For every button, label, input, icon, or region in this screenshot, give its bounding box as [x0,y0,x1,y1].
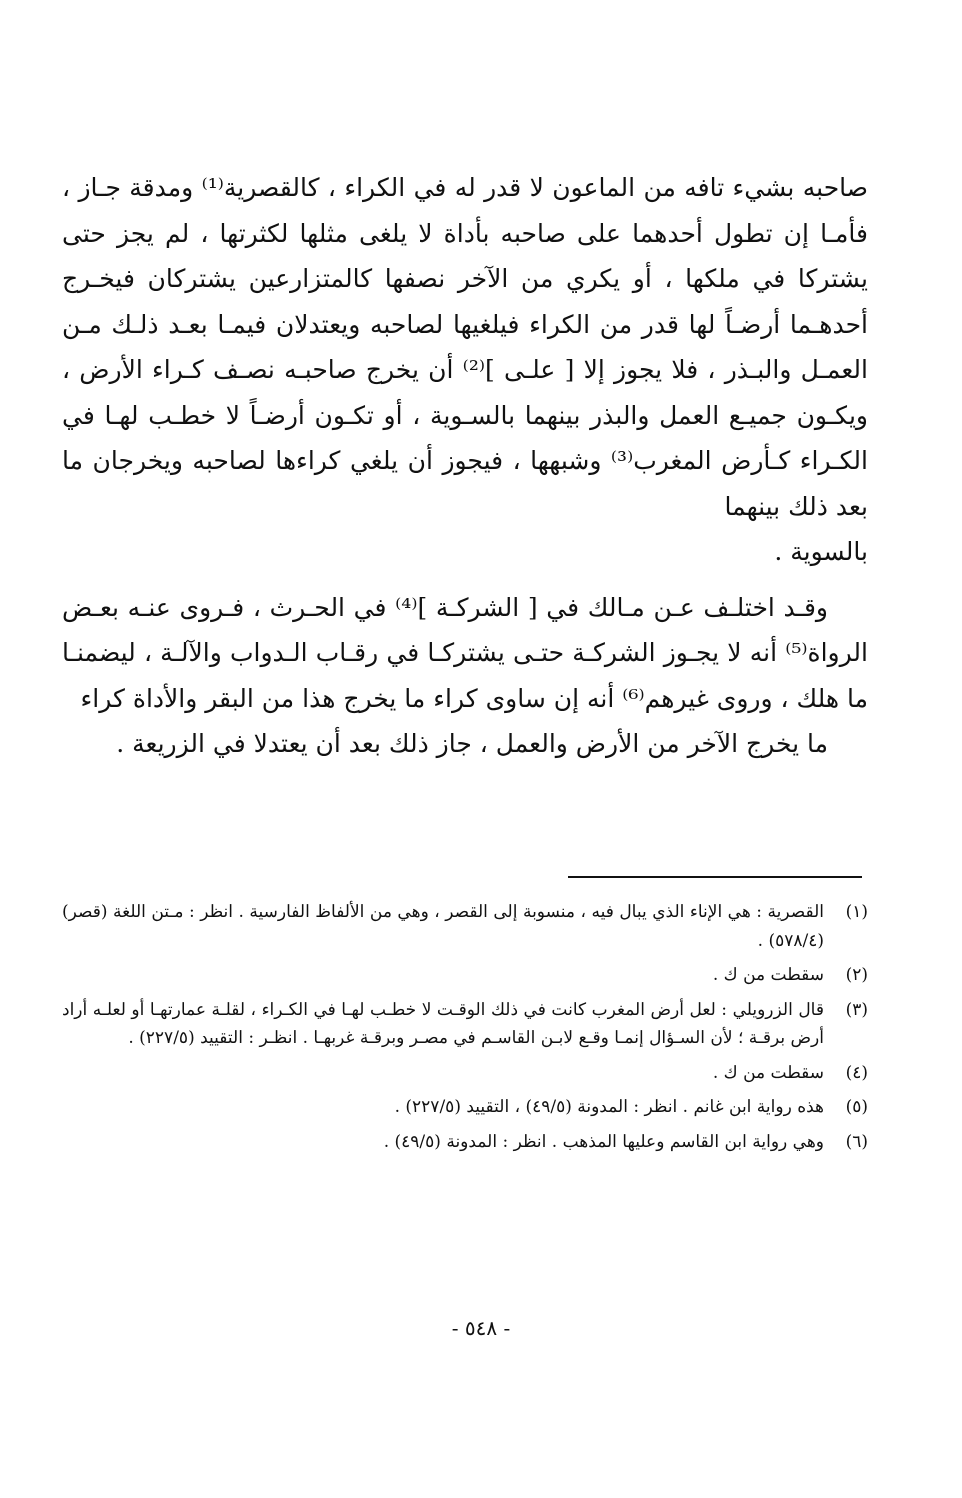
footnote-4 [62,1059,868,1088]
paragraph-1-body: صاحبه بشيء تافه من الماعون لا قدر له في الكراء ، كالقصرية⁽¹⁾ ومدقة جـاز ، فأمـا إن تطول أحدهما على صاحبه بأداة لا يلغى مثلها لكثرتها ، لم يجز حتى يشتركا في ملكها ، أو يكري من الآخر نصفها كالمتزارعين يشتركان فيخـرج أحدهـما أرضـاً لها قدر من الكراء فيلغيها لصاحبه ويعتدلان فيمـا بعـد ذلـك مـن العمـل والبـذر ، فلا يجوز إلا [ علـى ]⁽²⁾ أن يخرج صاحبـه نصـف كـراء الأرض ، ويكـون جميـع العمل والبذر بينهما بالسـوية ، أو تكـون أرضـاً لا خطـب لهـا في الكـراء كـأرض المغرب⁽³⁾ وشبهها ، فيجوز أن يلغي كراءها لصاحبه ويخرجان ما بعد ذلك بينهما [62,173,868,521]
footnote-text: قال الزرويلي : لعل أرض المغرب كانت في ذلك الوقـت لا خطـب لهـا في الكـراء ، لقلـة عمارتهـا أو لعلـه أراد أرض برقـة ؛ لأن السـؤال إنمـا وقـع لابـن القاسـم في مصـر وبرقـة غربهـا . انظـر : التقييد (٢٢٧/٥) . [62,999,824,1048]
footnote-text: القصرية : هي الإناء الذي يبال فيه ، منسوبة إلى القصر ، وهي من الألفاظ الفارسية . انظر : مـتن اللغة (قصر) (٥٧٨/٤) . [62,902,824,951]
footnote-text: سقطت من ك . [712,1062,824,1083]
paragraph-2-body: وقـد اختلـف عـن مـالك في [ الشركـة ]⁽⁴⁾ في الحـرث ، فـروى عنـه بعـض الرواة⁽⁵⁾ أنه لا يجـوز الشركـة حتـى يشتركـا في رقـاب الـدواب والآلـة ، ليضمنـا ما هلك ، وروى غيرهم⁽⁶⁾ أنه إن ساوى كراء ما يخرج هذا من البقر والأداة كراء [62,592,868,713]
footnote-number: (٢) [845,965,868,985]
paragraph-1 [62,165,868,575]
footnote-text: سقطت من ك . [712,965,824,985]
main-text [62,165,868,767]
footnote-5 [62,1093,868,1122]
paragraph-1-last-line: بالسوية . [774,537,868,566]
footnote-number: (٥) [845,1097,868,1117]
footnote-number: (٦) [845,1131,868,1152]
paragraph-2-last-line: ما يخرج الآخر من الأرض والعمل ، جاز ذلك بعد أن يعتدلا في الزريعة . [116,729,828,758]
footnote-number: (١) [845,902,868,922]
footnote-6 [62,1128,868,1157]
footnote-text: هذه رواية ابن غانم . انظر : المدونة (٤٩/٥) ، التقييد (٢٢٧/٥) . [394,1097,824,1117]
paragraph-2 [62,585,868,767]
footnote-2 [62,961,868,990]
footnote-1 [62,898,868,955]
footnotes [62,898,868,1162]
footnote-number: (٣) [845,999,868,1020]
page-number: - ٥٤٨ - [451,1316,511,1340]
footnote-text: وهي رواية ابن القاسم وعليها المذهب . انظر : المدونة (٤٩/٥) . [383,1131,824,1152]
footnote-3 [62,996,868,1053]
footnote-divider [568,876,862,878]
footnote-number: (٤) [845,1062,868,1083]
